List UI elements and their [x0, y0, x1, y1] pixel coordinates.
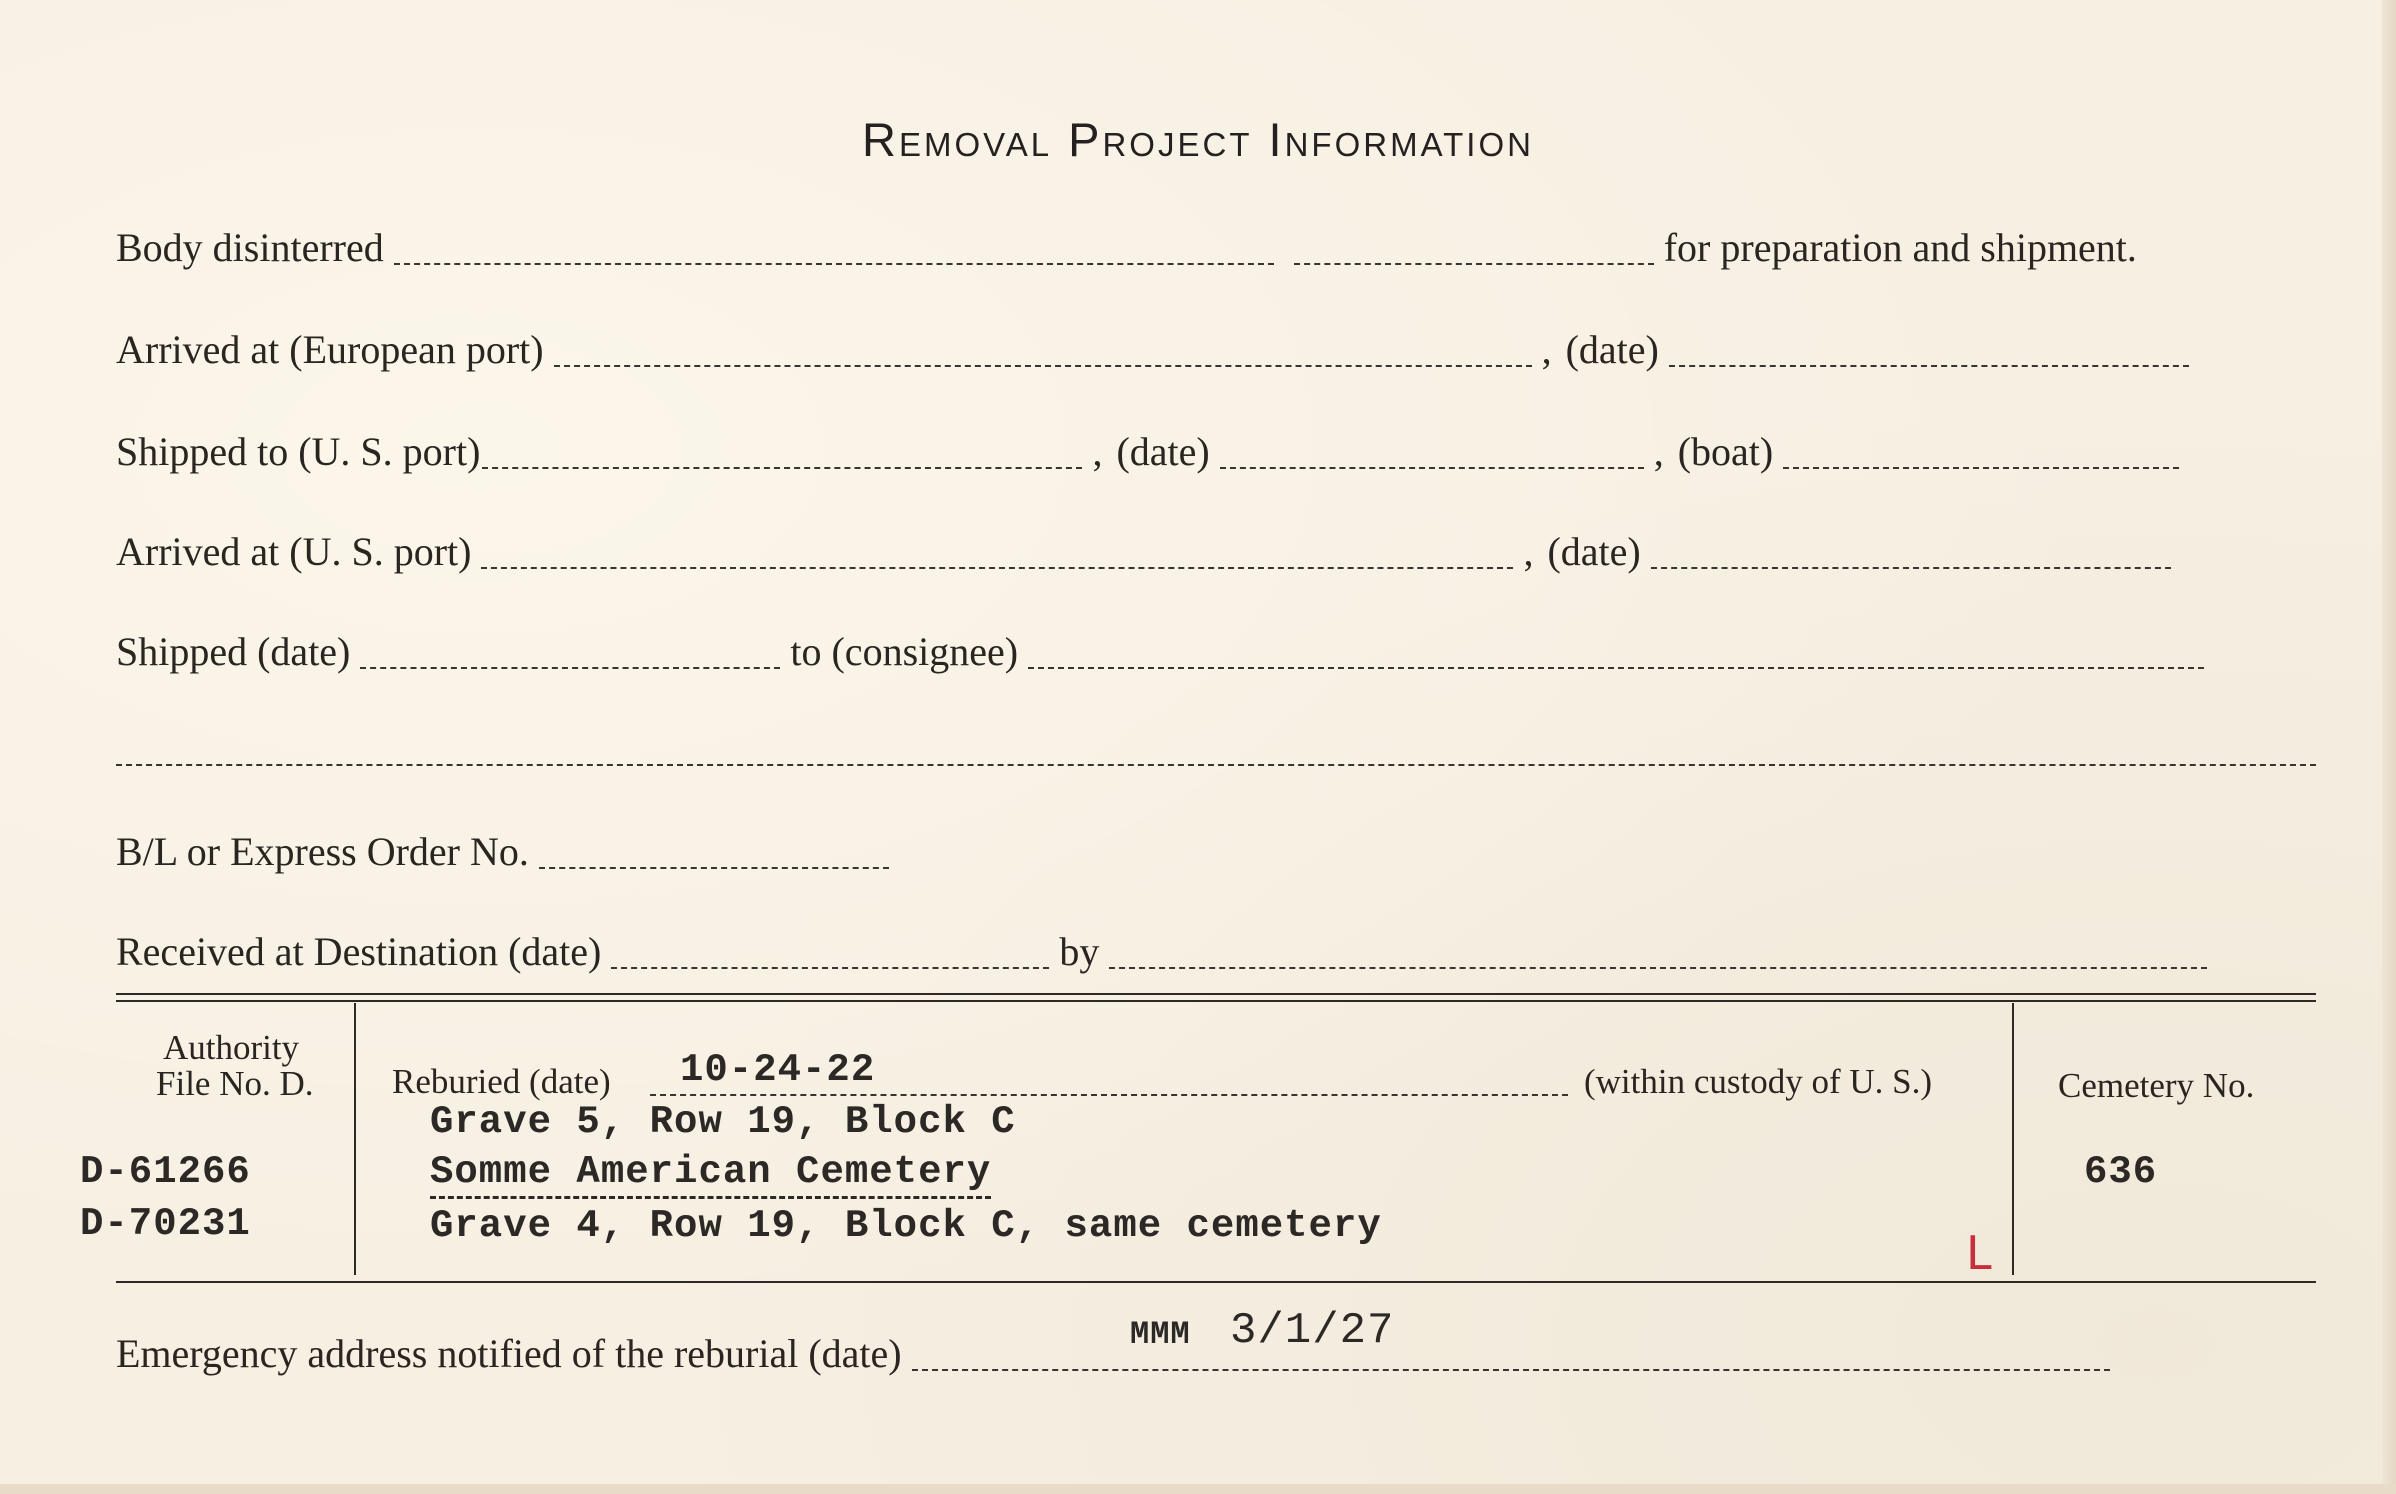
comma: , — [1523, 529, 1534, 574]
reburied-date: 10-24-22 — [680, 1048, 876, 1092]
by-label: by — [1059, 929, 1100, 974]
cemetery-label: Cemetery No. — [2058, 1066, 2255, 1105]
reburied-label: Reburied (date) — [392, 1062, 611, 1101]
shipped-us-label: Shipped to (U. S. port) — [116, 429, 481, 474]
comma: , — [1092, 429, 1103, 474]
authority-file-2: D-70231 — [80, 1202, 251, 1246]
by-blank — [1109, 967, 2207, 969]
table-bottom-rule — [116, 1281, 2316, 1283]
table-divider-left — [354, 1003, 356, 1275]
arrived-european-blank — [554, 365, 1532, 367]
emergency-blank — [912, 1369, 2110, 1371]
shipped-us-blank — [482, 467, 1082, 469]
arrived-us-date-label: (date) — [1547, 529, 1641, 574]
authority-label — [156, 1028, 314, 1103]
custody-label: (within custody of U. S.) — [1584, 1062, 1933, 1101]
received-destination-label: Received at Destination (date) — [116, 929, 602, 974]
emergency-label: Emergency address notified of the reburial (date) — [116, 1331, 902, 1376]
bl-order-label: B/L or Express Order No. — [116, 829, 529, 874]
received-destination-blank — [611, 967, 1049, 969]
arrived-european-date-blank — [1669, 365, 2189, 367]
row-body-disinterred — [116, 224, 2137, 271]
card-edge-bottom — [0, 1484, 2396, 1494]
red-pencil-mark: L — [1966, 1226, 1992, 1280]
card-edge-right — [2382, 0, 2396, 1494]
table-top-rule-2 — [116, 1000, 2316, 1002]
reburial-line-3 — [430, 1204, 1382, 1248]
table-divider-right — [2012, 1003, 2014, 1275]
boat-blank — [1783, 467, 2179, 469]
consignee-continuation-blank — [116, 764, 2316, 766]
shipped-us-date-blank — [1220, 467, 1644, 469]
page-title: Removal Project Information — [862, 113, 1534, 166]
comma: , — [1653, 429, 1664, 474]
row-bl-order — [116, 828, 899, 875]
arrived-european-date-label: (date) — [1565, 327, 1659, 372]
body-disinterred-blank-2 — [1294, 263, 1654, 265]
authority-file-1: D-61266 — [80, 1150, 251, 1194]
shipped-us-date-label: (date) — [1116, 429, 1210, 474]
body-disinterred-blank — [394, 263, 1274, 265]
reburial-line-3-prefix: Grave 4, Row 19, Block C, — [430, 1204, 1041, 1248]
arrived-european-label: Arrived at (European port) — [116, 327, 544, 372]
body-disinterred-label: Body disinterred — [116, 225, 384, 270]
reburied-date-blank — [650, 1094, 1568, 1096]
authority-label-line2: File No. D. — [156, 1064, 314, 1103]
reburial-line-1: Grave 5, Row 19, Block C — [430, 1100, 1016, 1144]
shipped-date-label: Shipped (date) — [116, 629, 351, 674]
row-emergency — [116, 1330, 2120, 1377]
reburial-line-3-suffix: same cemetery — [1040, 1204, 1382, 1248]
arrived-us-blank — [481, 567, 1513, 569]
row-arrived-us — [116, 528, 2181, 575]
consignee-blank — [1028, 667, 2204, 669]
authority-label-line1: Authority — [162, 1028, 300, 1067]
arrived-us-date-blank — [1651, 567, 2171, 569]
table-top-rule — [116, 993, 2316, 995]
row-arrived-european — [116, 326, 2199, 373]
consignee-label: to (consignee) — [790, 629, 1019, 674]
arrived-us-label: Arrived at (U. S. port) — [116, 529, 472, 574]
cemetery-number: 636 — [2084, 1150, 2158, 1194]
comma: , — [1541, 327, 1552, 372]
row-shipped-us — [116, 428, 2189, 475]
emergency-initials: MMM — [1130, 1316, 1191, 1353]
preparation-label: for preparation and shipment. — [1663, 225, 2137, 270]
row-received-destination — [116, 928, 2217, 975]
reburial-line-2: Somme American Cemetery — [430, 1150, 991, 1199]
shipped-date-blank — [360, 667, 780, 669]
boat-label: (boat) — [1677, 429, 1774, 474]
row-shipped-consignee — [116, 628, 2214, 675]
emergency-date: 3/1/27 — [1230, 1306, 1395, 1356]
bl-order-blank — [539, 867, 889, 869]
